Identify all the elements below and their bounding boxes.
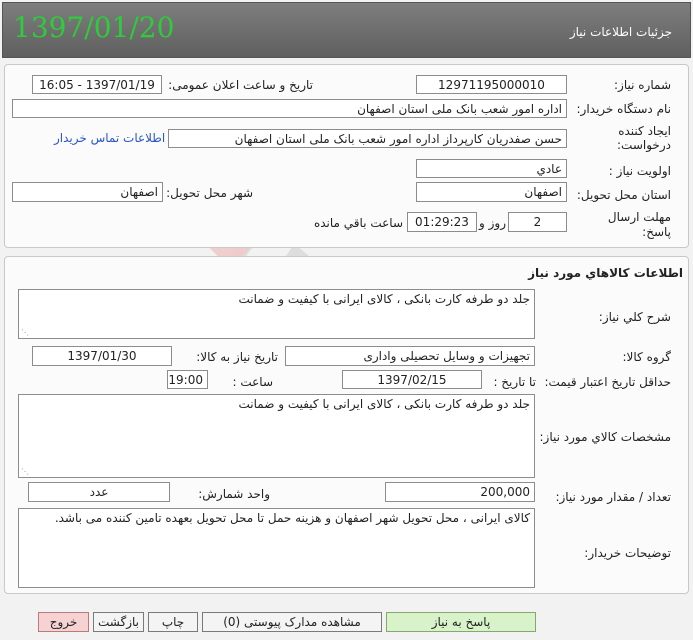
days-remaining-field: 2 [508, 212, 567, 232]
city-label: شهر محل تحویل: [166, 186, 253, 200]
header-date: 1397/01/20 [13, 11, 175, 44]
view-attachments-button[interactable]: مشاهده مدارک پیوستی (0) [202, 612, 382, 632]
hour-label: ساعت : [232, 375, 273, 389]
need-number-field: 12971195000010 [416, 75, 567, 94]
need-date-label: تاریخ نیاز به کالا: [196, 350, 278, 364]
min-validity-label: حداقل تاریخ اعتبار قیمت: [544, 375, 671, 389]
exit-button[interactable]: خروج [38, 612, 89, 632]
print-button[interactable]: چاپ [148, 612, 198, 632]
back-button[interactable]: بازگشت [93, 612, 144, 632]
desc-textarea [18, 289, 535, 339]
province-field: اصفهان [416, 182, 567, 202]
creator-label-2: درخواست: [617, 138, 671, 152]
to-date-field: 1397/02/15 [342, 370, 482, 389]
notes-textarea [18, 508, 535, 588]
creator-field: حسن صفدریان کارپرداز اداره امور شعب بانک ملی استان اصفهان [168, 129, 567, 148]
to-date-label: تا تاریخ : [493, 375, 536, 389]
group-label: گروه کالا: [622, 350, 671, 364]
need-date-field: 1397/01/30 [32, 346, 172, 366]
buyer-field: اداره امور شعب بانک ملی استان اصفهان [12, 99, 567, 118]
need-number-label: شماره نیاز: [614, 78, 671, 92]
resize-grip-icon[interactable]: ⋰ [21, 467, 29, 476]
time-remaining-label: ساعت باقي مانده [313, 216, 403, 230]
hour-field: 19:00 [167, 370, 208, 389]
buyer-label: نام دستگاه خریدار: [576, 102, 671, 116]
time-remaining-field: 01:29:23 [407, 212, 477, 232]
priority-label: اولویت نیاز : [608, 164, 671, 178]
announce-label: تاریخ و ساعت اعلان عمومی: [168, 78, 313, 92]
group-field: تجهیزات و وسایل تحصیلی واداری [285, 346, 535, 366]
deadline-label-2: پاسخ: [642, 225, 671, 239]
desc-text: جلد دو طرفه کارت بانکی ، کالای ایرانی با کیفیت و ضمانت [238, 292, 530, 306]
notes-label: توضیحات خریدار: [584, 546, 671, 560]
city-field: اصفهان [12, 182, 163, 202]
province-label: استان محل تحویل: [576, 188, 671, 202]
page-header [2, 2, 691, 58]
spec-label: مشخصات کالاي مورد نياز: [539, 430, 671, 444]
desc-label: شرح کلي نياز: [598, 310, 671, 324]
reply-button[interactable]: پاسخ به نیاز [386, 612, 536, 632]
qty-label: تعداد / مقدار مورد نیاز: [555, 490, 671, 504]
goods-section-title: اطلاعات کالاهاي مورد نياز [528, 266, 683, 280]
buyer-contact-link[interactable]: اطلاعات تماس خریدار [54, 131, 166, 145]
days-unit-label: روز و [479, 216, 506, 230]
priority-field: عادي [416, 159, 567, 178]
qty-field: 200,000 [385, 482, 535, 502]
spec-textarea [18, 394, 535, 478]
creator-label: ایجاد کننده [618, 124, 671, 138]
notes-text: کالای ایرانی ، محل تحویل شهر اصفهان و هزینه حمل تا محل تحویل بعهده تامین کننده می باشد. [54, 511, 530, 525]
unit-label: واحد شمارش: [198, 487, 270, 501]
page-title: جزئیات اطلاعات نیاز [569, 25, 672, 39]
unit-field: عدد [28, 482, 170, 502]
announce-field: 1397/01/19 - 16:05 [32, 75, 162, 94]
spec-text: جلد دو طرفه کارت بانکی ، کالای ایرانی با کیفیت و ضمانت [238, 397, 530, 411]
deadline-label: مهلت ارسال [607, 210, 671, 224]
resize-grip-icon[interactable]: ⋰ [21, 328, 29, 337]
